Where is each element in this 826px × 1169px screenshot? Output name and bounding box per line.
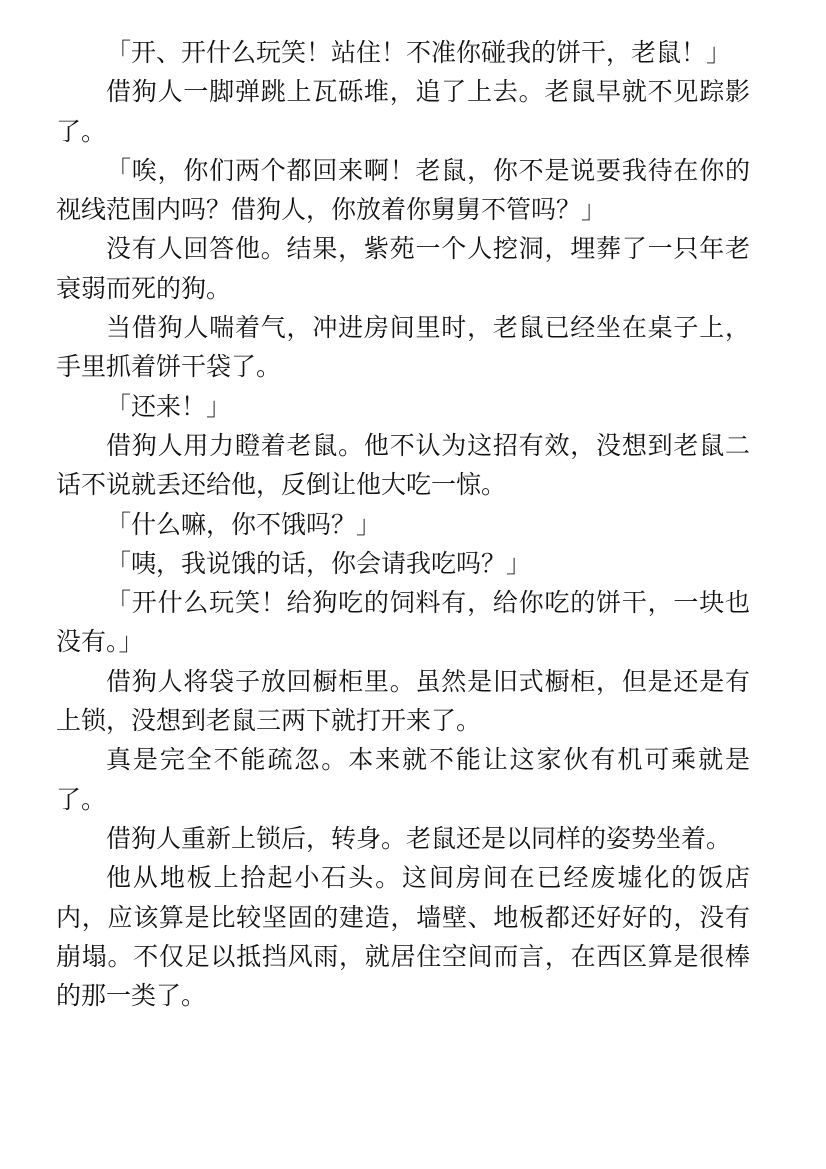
paragraph: 没有人回答他。结果，紫苑一个人挖洞，埋葬了一只年老衰弱而死的狗。: [56, 234, 750, 303]
paragraph: 真是完全不能疏忽。本来就不能让这家伙有机可乘就是了。: [56, 745, 750, 814]
paragraph: 「开什么玩笑！给狗吃的饲料有，给你吃的饼干，一块也没有。」: [56, 588, 750, 657]
document-page: [56, 33, 750, 1015]
paragraph: 「什么嘛，你不饿吗？」: [106, 509, 382, 539]
paragraph: 他从地板上拾起小石头。这间房间在已经废墟化的饭店内，应该算是比较坚固的建造，墙壁、地板都还好好的，没有崩塌。不仅足以抵挡风雨，就居住空间而言，在西区算是很棒的那一类了。: [56, 863, 750, 1011]
paragraph: 借狗人用力瞪着老鼠。他不认为这招有效，没想到老鼠二话不说就丢还给他，反倒让他大吃一惊。: [56, 430, 750, 500]
paragraph: 「开、开什么玩笑！站住！不准你碰我的饼干，老鼠！」: [106, 38, 732, 67]
paragraph: 当借狗人喘着气，冲进房间里时，老鼠已经坐在桌子上，手里抓着饼干袋了。: [56, 313, 750, 382]
paragraph: 借狗人将袋子放回橱柜里。虽然是旧式橱柜，但是还是有上锁，没想到老鼠三两下就打开来了。: [56, 666, 750, 736]
paragraph: 借狗人重新上锁后，转身。老鼠还是以同样的姿势坐着。: [106, 823, 732, 853]
paragraph: 借狗人一脚弹跳上瓦砾堆，追了上去。老鼠早就不见踪影了。: [56, 77, 750, 146]
paragraph: 「还来！」: [106, 391, 232, 421]
paragraph: 「咦，我说饿的话，你会请我吃吗？」: [106, 548, 532, 578]
paragraph: 「唉，你们两个都回来啊！老鼠，你不是说要我待在你的视线范围内吗？借狗人，你放着你舅舅不管吗？」: [56, 155, 750, 225]
